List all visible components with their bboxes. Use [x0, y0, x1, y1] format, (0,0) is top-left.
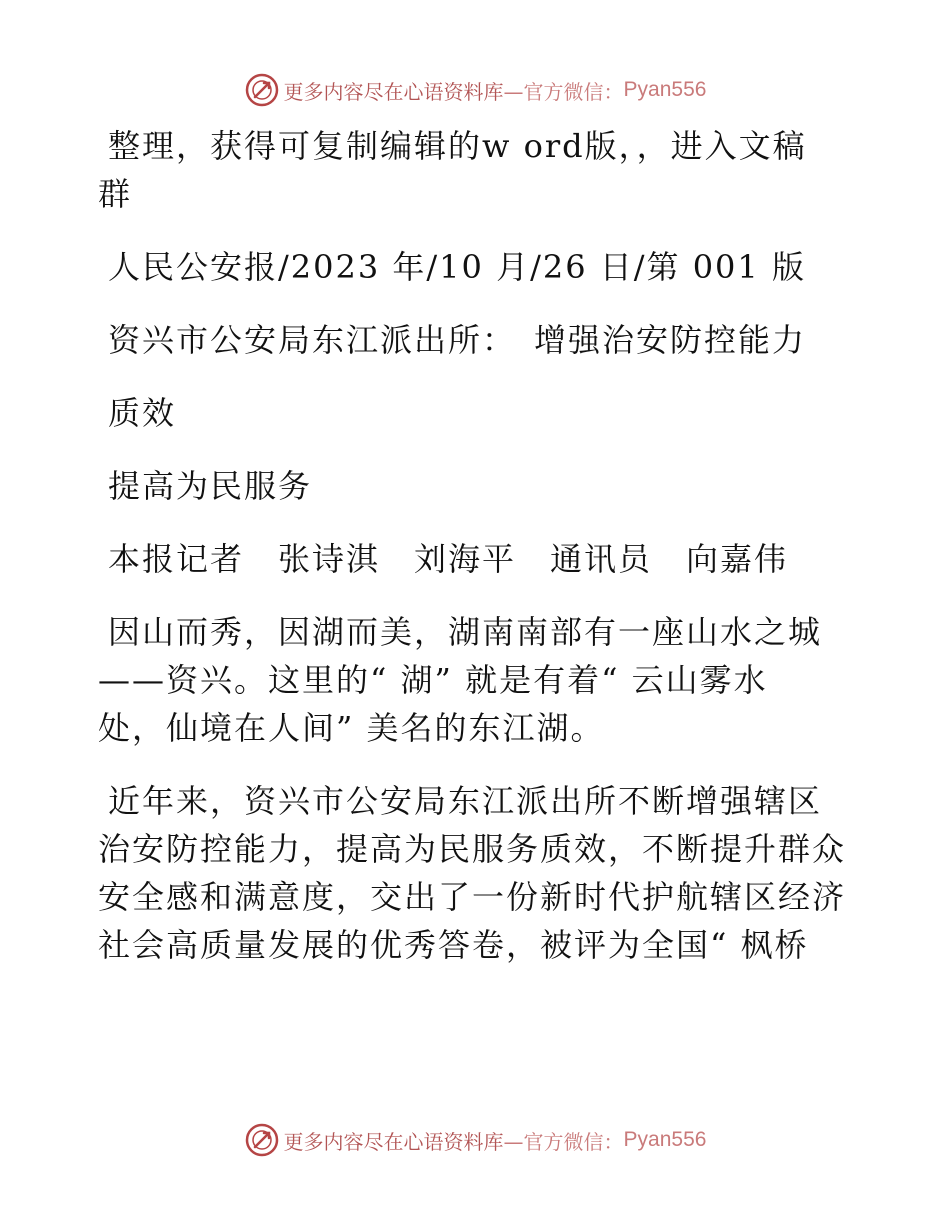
paragraph-body-1-line-1: 因山而秀，因湖而美，湖南南部有一座山水之城 — [108, 613, 823, 651]
watermark-contact-text: —官方微信： — [503, 79, 624, 104]
paragraph-intro: 整理，获得可复制编辑的w ord版，，进入文稿 — [108, 127, 807, 165]
watermark-contact-text: —官方微信： — [503, 1129, 624, 1154]
paragraph-body-1-line-2: ——资兴。这里的“ 湖” 就是有着“ 云山雾水 — [98, 661, 768, 699]
document-body — [98, 122, 858, 969]
headline-line-2: 质效 — [108, 394, 177, 432]
headline-line-1: 资兴市公安局东江派出所： 增强治安防控能力 — [108, 321, 807, 359]
paragraph-intro-cont: 群 — [98, 175, 133, 213]
paragraph-body-2-line-2: 治安防控能力，提高为民服务质效，不断提升群众 — [98, 830, 847, 868]
source-line: 人民公安报/2023 年/10 月/26 日/第 001 版 — [108, 248, 806, 286]
header-watermark-banner — [0, 70, 950, 110]
byline: 本报记者 张诗淇 刘海平 通讯员 向嘉伟 — [108, 540, 789, 578]
paragraph-body-2-line-3: 安全感和满意度，交出了一份新时代护航辖区经济 — [98, 878, 847, 916]
watermark-promo-text: 更多内容尽在心语资料库 — [283, 1129, 504, 1154]
seal-logo-icon — [244, 1122, 280, 1158]
paragraph-body-1-line-3: 处，仙境在人间” 美名的东江湖。 — [98, 709, 605, 747]
seal-logo-icon — [244, 72, 280, 108]
footer-watermark-banner — [0, 1120, 950, 1160]
watermark-handle: Pyan556 — [623, 78, 707, 101]
paragraph-body-2-line-4: 社会高质量发展的优秀答卷，被评为全国“ 枫桥 — [98, 926, 809, 964]
headline-line-3: 提高为民服务 — [108, 467, 313, 505]
paragraph-body-2-line-1: 近年来，资兴市公安局东江派出所不断增强辖区 — [108, 782, 823, 820]
watermark-handle: Pyan556 — [623, 1128, 707, 1151]
watermark-promo-text: 更多内容尽在心语资料库 — [283, 79, 504, 104]
